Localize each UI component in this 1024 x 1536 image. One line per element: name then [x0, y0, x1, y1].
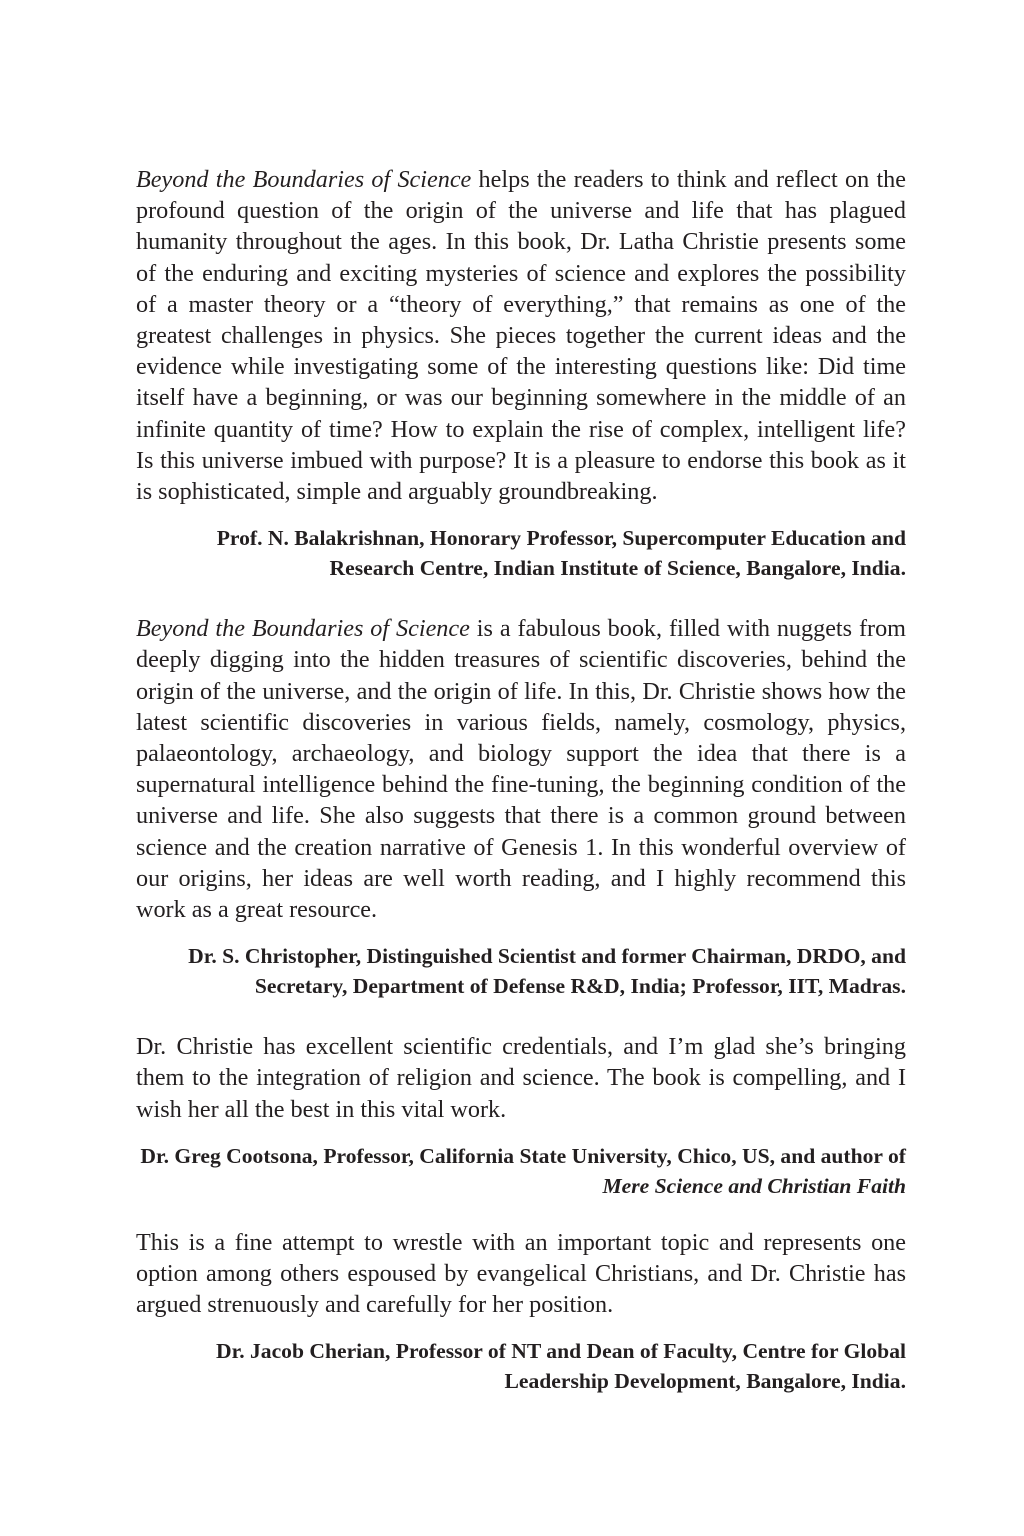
page-content	[136, 164, 906, 1396]
endorsement-block-cootsona	[136, 1031, 906, 1201]
endorsement-quote	[136, 613, 906, 925]
endorsement-attribution	[136, 1125, 906, 1201]
attribution-lead-text: Dr. Greg Cootsona, Professor, California State University, Chico, US, and author of	[140, 1143, 906, 1168]
endorsement-block-christopher	[136, 613, 906, 1001]
endorsement-attribution: Dr. S. Christopher, Distinguished Scientist and former Chairman, DRDO, and Secretary, Department of Defense R&D, India; Professor, IIT, Madras.	[188, 944, 906, 999]
endorsement-quote-text: helps the readers to think and reflect on the profound question of the origin of the universe and life that has plagued humanity throughout the ages. In this book, Dr. Latha Christie presents some of the enduring and exciting mysteries of science and explores the possibility of a master theory or a “theory of everything,” that remains as one of the greatest challenges in physics. She pieces together the current ideas and the evidence while investigating some of the interesting questions like: Did time itself have a beginning, or was our beginning somewhere in the middle of an infinite quantity of time? How to explain the rise of complex, intelligent life? Is this universe imbued with purpose? It is a pleasure to endorse this book as it is sophisticated, simple and arguably groundbreaking.	[136, 166, 906, 506]
endorsement-quote: This is a fine attempt to wrestle with an important topic and represents one option among others espoused by evangelical Christians, and Dr. Christie has argued strenuously and carefully for her position.	[136, 1228, 906, 1319]
book-title-italic: Beyond the Boundaries of Science	[136, 615, 470, 643]
endorsement-quote: Dr. Christie has excellent scientific credentials, and I’m glad she’s bringing them to the integration of religion and science. The book is compelling, and I wish her all the best in this vital work.	[136, 1033, 906, 1123]
endorsement-quote	[136, 164, 906, 507]
block-spacer	[136, 1201, 906, 1227]
endorsement-quote-text: is a fabulous book, filled with nuggets from deeply digging into the hidden treasures of scientific discoveries, behind the origin of the universe, and the origin of life. In this, Dr. Christie shows how the latest scientific discoveries in various fields, namely, cosmology, physics, palaeontology, archaeology, and biology support the idea that there is a supernatural intelligence behind the fine-tuning, the beginning condition of the universe and life. She also suggests that there is a common ground between science and the creation narrative of Genesis 1. In this wonderful overview of our origins, her ideas are well worth reading, and I highly recommend this work as a great resource.	[136, 615, 906, 924]
endorsement-block-balakrishnan	[136, 164, 906, 583]
referenced-work-italic: Mere Science and Christian Faith	[602, 1173, 906, 1198]
block-spacer	[136, 583, 906, 613]
endorsement-attribution: Prof. N. Balakrishnan, Honorary Professor, Supercomputer Education and Research Centre, Indian Institute of Science, Bangalore, India.	[216, 526, 906, 581]
book-title-italic: Beyond the Boundaries of Science	[136, 166, 472, 193]
endorsement-block-cherian	[136, 1227, 906, 1397]
endorsement-attribution: Dr. Jacob Cherian, Professor of NT and Dean of Faculty, Centre for Global Leadership Development, Bangalore, India.	[216, 1339, 906, 1394]
block-spacer	[136, 1001, 906, 1031]
